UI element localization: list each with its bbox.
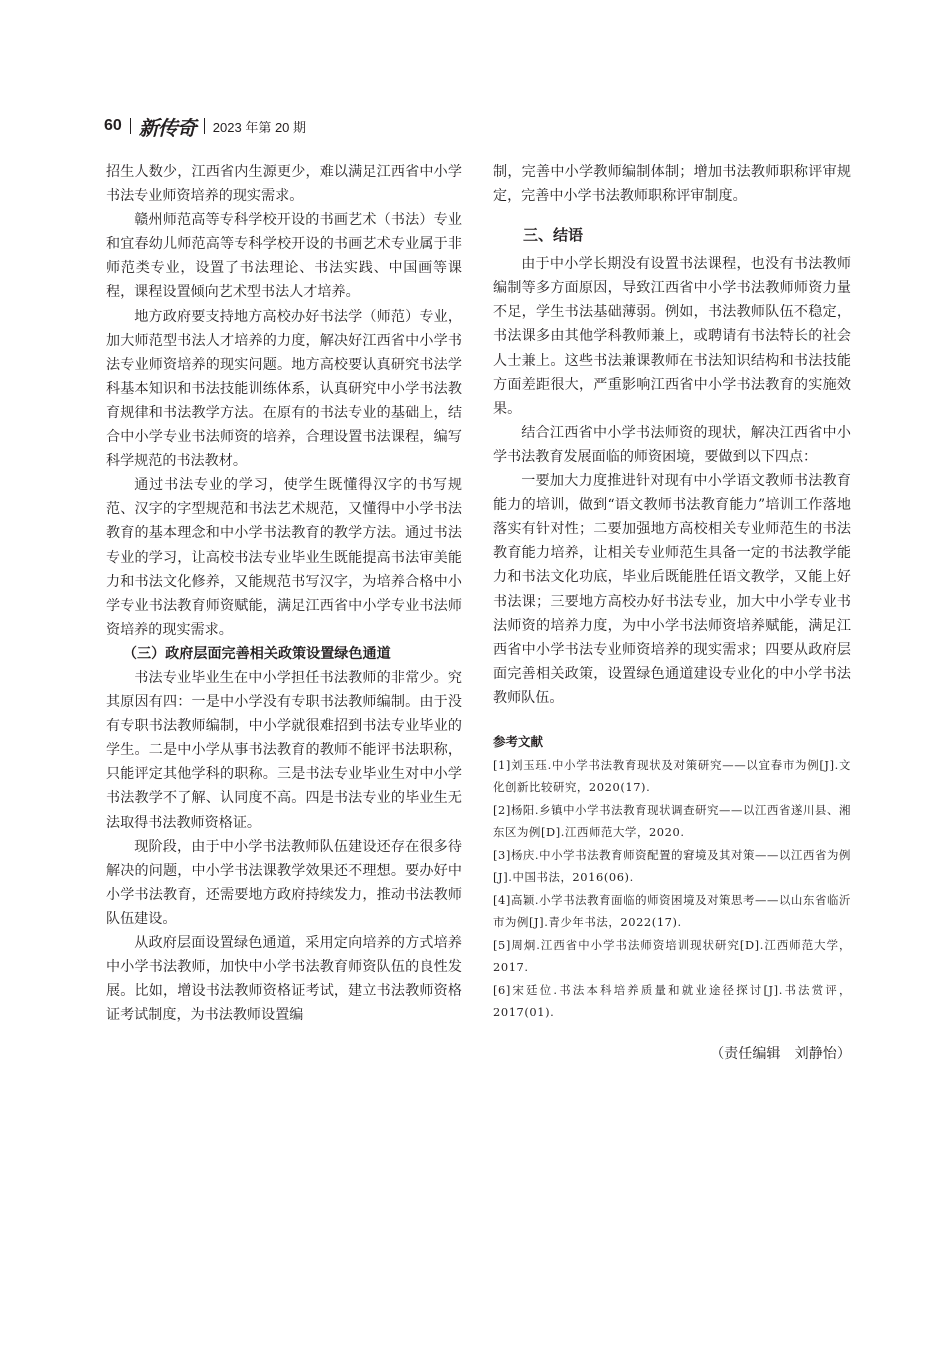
paragraph: 由于中小学长期没有设置书法课程，也没有书法教师编制等多方面原因，导致江西省中小学书法教师师资力量不足，学生书法基础薄弱。例如，书法教师队伍不稳定，书法课多由其他学科教师兼上，或聘请有书法特长的社会人士兼上。这些书法兼课教师在书法知识结构和书法技能方面差距很大，严重影响江西省中小学书法教育的实施效果。 xyxy=(493,256,851,417)
paragraph: 一要加大力度推进针对现有中小学语文教师书法教育能力的培训，做到“语文教师书法教育能力”培训工作落地落实有针对性；二要加强地方高校相关专业师范生的书法教育能力培养，让相关专业师范生具备一定的书法教学能力和书法文化功底，毕业后既能胜任语文教学，又能上好书法课；三要地方高校办好书法专业，加大中小学专业书法师资的培养力度，为中小学书法师资培养赋能，满足江西省中小学书法专业师资培养的现实需求；四要从政府层面完善相关政策，设置绿色通道建设专业化的中小学书法教师队伍。 xyxy=(493,473,851,706)
right-column xyxy=(493,160,851,1066)
issue-label: 2023 年第 20 期 xyxy=(212,119,307,135)
references-title: 参考文献 xyxy=(493,733,544,749)
references xyxy=(493,732,851,1024)
paragraph: 书法专业毕业生在中小学担任书法教师的非常少。究其原因有四：一是中小学没有专职书法教师编制。由于没有专职书法教师编制，中小学就很难招到书法专业毕业的学生。二是中小学从事书法教育的教师不能评书法职称，只能评定其他学科的职称。三是书法专业毕业生对中小学书法教学不了解、认同度不高。四是书法专业的毕业生无法取得书法教师资格证。 xyxy=(106,669,462,831)
paragraph: 现阶段，由于中小学书法教师队伍建设还存在很多待解决的问题，中小学书法课教学效果还不理想。要办好中小学书法教育，还需要地方政府持续发力，推动书法教师队伍建设。 xyxy=(106,838,462,927)
page-number: 60 xyxy=(104,117,122,134)
paragraph: 从政府层面设置绿色通道，采用定向培养的方式培养中小学书法教师，加快中小学书法教育师资队伍的良性发展。比如，增设书法教师资格证考试，建立书法教师资格证考试制度，为书法教师设置编 xyxy=(106,935,462,1024)
header-divider xyxy=(204,118,205,134)
left-column xyxy=(106,160,462,1027)
paragraph: 制，完善中小学教师编制体制；增加书法教师职称评审规定，完善中小学书法教师职称评审制度。 xyxy=(493,164,851,205)
reference-list xyxy=(493,754,851,1024)
section-heading: （三）政府层面完善相关政策设置绿色通道 xyxy=(122,645,391,662)
paragraph: 赣州师范高等专科学校开设的书画艺术（书法）专业和宜春幼儿师范高等专科学校开设的书画艺术专业属于非师范类专业，设置了书法理论、书法实践、中国画等课程，课程设置倾向艺术型书法人才培养。 xyxy=(106,212,462,301)
reference-item: [2]杨阳.乡镇中小学书法教育现状调查研究——以江西省遂川县、湘东区为例[D].江西师范大学，2020. xyxy=(493,802,851,840)
reference-item: [6]宋廷位.书法本科培养质量和就业途径探讨[J].书法赏评，2017(01). xyxy=(493,982,851,1020)
editor-credit: （责任编辑 刘静怡） xyxy=(710,1045,851,1062)
paragraph: 结合江西省中小学书法师资的现状，解决江西省中小学书法教育发展面临的师资困境，要做到以下四点： xyxy=(493,424,851,465)
page-header xyxy=(104,113,704,139)
reference-item: [3]杨庆.中小学书法教育师资配置的窘境及其对策——以江西省为例[J].中国书法，2016(06). xyxy=(493,847,851,885)
reference-item: [1]刘玉珏.中小学书法教育现状及对策研究——以宜春市为例[J].文化创新比较研究，2020(17). xyxy=(493,757,851,795)
conclusion-heading: 三、结语 xyxy=(523,226,584,245)
reference-item: [4]高颖.小学书法教育面临的师资困境及对策思考——以山东省临沂市为例[J].青少年书法，2022(17). xyxy=(493,892,851,930)
paragraph: 招生人数少，江西省内生源更少，难以满足江西省中小学书法专业师资培养的现实需求。 xyxy=(106,164,462,205)
header-divider xyxy=(130,118,131,134)
reference-item: [5]周炯.江西省中小学书法师资培训现状研究[D].江西师范大学，2017. xyxy=(493,937,851,975)
paragraph: 地方政府要支持地方高校办好书法学（师范）专业，加大师范型书法人才培养的力度，解决好江西省中小学书法专业师资培养的现实问题。地方高校要认真研究书法学科基本知识和书法技能训练体系，认真研究中小学书法教育规律和书法教学方法。在原有的书法专业的基础上，结合中小学专业书法师资的培养，合理设置书法课程，编写科学规范的书法教材。 xyxy=(106,308,462,470)
journal-logo: 新传奇 xyxy=(138,115,196,140)
paragraph: 通过书法专业的学习，使学生既懂得汉字的书写规范、汉字的字型规范和书法艺术规范，又懂得中小学书法教育的基本理念和中小学书法教育的教学方法。通过书法专业的学习，让高校书法专业毕业生既能提高书法审美能力和书法文化修养，又能规范书写汉字，为培养合格中小学专业书法教育师资赋能，满足江西省中小学专业书法师资培养的现实需求。 xyxy=(106,477,462,638)
